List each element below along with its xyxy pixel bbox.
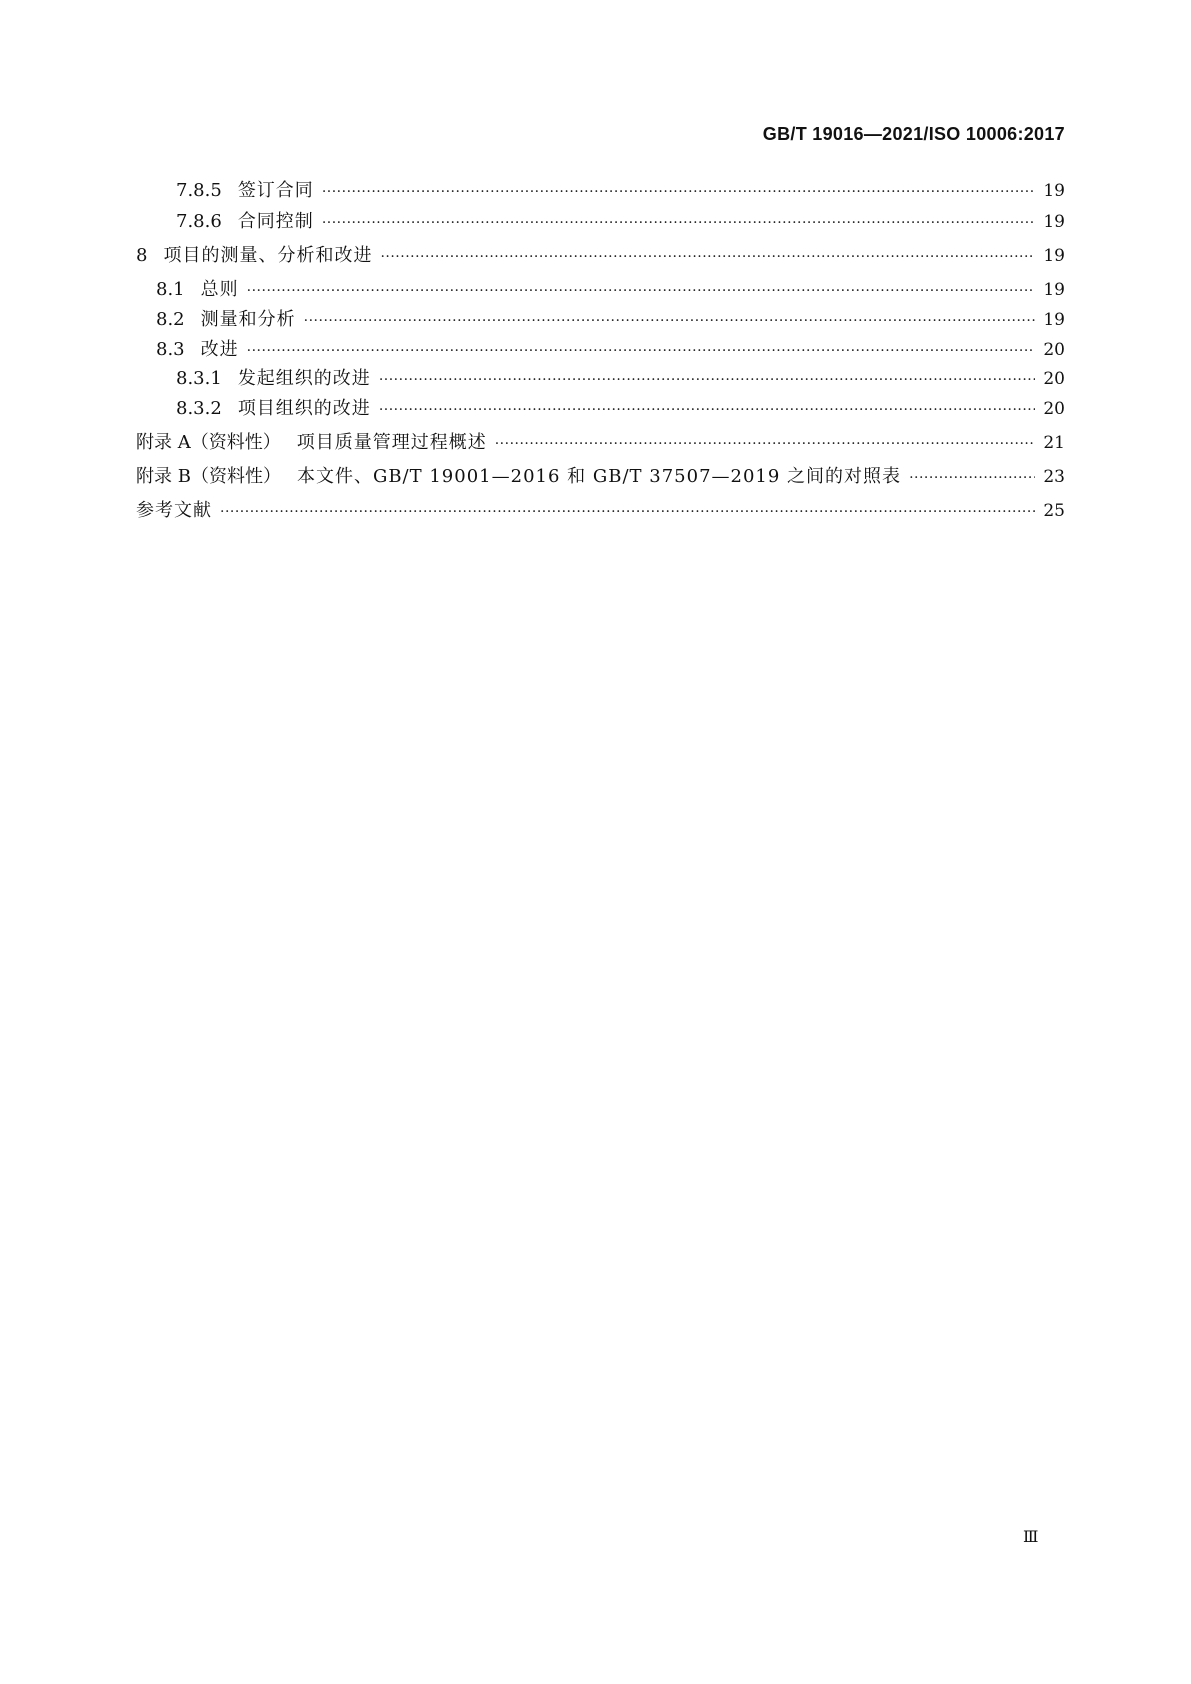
toc-number: 8.3.2 <box>176 398 222 419</box>
toc-leader-dots <box>495 431 1035 457</box>
toc-entry-8-2[interactable] <box>136 307 1065 333</box>
toc-label: 发起组织的改进 <box>237 368 371 389</box>
toc-label: 项目组织的改进 <box>237 398 371 419</box>
toc-page-number: 20 <box>1043 369 1065 389</box>
toc-label: 项目质量管理过程概述 <box>296 432 487 453</box>
toc-page-number: 19 <box>1043 246 1065 266</box>
toc-page-number: 19 <box>1043 181 1065 201</box>
toc-number: 7.8.5 <box>176 180 222 201</box>
toc-entry-appendix-b[interactable] <box>136 464 1065 490</box>
toc-entry-bibliography[interactable] <box>136 498 1065 524</box>
toc-leader-dots <box>304 308 1035 334</box>
toc-leader-dots <box>379 367 1035 393</box>
toc-page-number: 19 <box>1043 280 1065 300</box>
toc-page-number: 19 <box>1043 212 1065 232</box>
page-number-footer: Ⅲ <box>1023 1527 1039 1546</box>
toc-entry-appendix-a[interactable] <box>136 430 1065 456</box>
toc-entry-8-3-2[interactable] <box>136 396 1065 422</box>
toc-entry-8-3-1[interactable] <box>136 366 1065 392</box>
toc-leader-dots <box>909 465 1035 491</box>
toc-entry-7-8-6[interactable] <box>136 209 1065 235</box>
toc-page-number: 25 <box>1043 501 1065 521</box>
toc-number: 7.8.6 <box>176 211 222 232</box>
toc-label: 签订合同 <box>237 180 314 201</box>
toc-entry-8-3[interactable] <box>136 337 1065 363</box>
toc-leader-dots <box>379 397 1035 423</box>
toc-label: 参考文献 <box>136 500 212 521</box>
toc-number: 8 <box>136 245 148 266</box>
toc-number: 8.3.1 <box>176 368 222 389</box>
toc-entry-7-8-5[interactable] <box>136 178 1065 204</box>
toc-leader-dots <box>380 244 1035 270</box>
toc-leader-dots <box>247 338 1035 364</box>
toc-label: 合同控制 <box>237 211 314 232</box>
toc-entry-8-1[interactable] <box>136 277 1065 303</box>
toc-leader-dots <box>247 278 1035 304</box>
toc-page-number: 23 <box>1043 467 1065 487</box>
toc-page-number: 20 <box>1043 399 1065 419</box>
toc-page-number: 19 <box>1043 310 1065 330</box>
toc-number: 8.1 <box>156 279 185 300</box>
toc-page-number: 20 <box>1043 340 1065 360</box>
toc-number: 附录 A（资料性） <box>136 432 281 453</box>
toc-leader-dots <box>322 210 1035 236</box>
toc-number: 8.2 <box>156 309 185 330</box>
toc-leader-dots <box>322 179 1035 205</box>
toc-entry-8[interactable] <box>136 243 1065 269</box>
toc-leader-dots <box>220 499 1035 525</box>
toc-label: 测量和分析 <box>200 309 296 330</box>
toc-label: 改进 <box>200 339 239 360</box>
toc-label: 总则 <box>200 279 239 300</box>
toc-label: 项目的测量、分析和改进 <box>163 245 373 266</box>
toc-label: 本文件、GB/T 19001—2016 和 GB/T 37507—2019 之间的对照表 <box>296 466 902 487</box>
standard-code-header: GB/T 19016—2021/ISO 10006:2017 <box>762 124 1065 144</box>
toc-number: 8.3 <box>156 339 185 360</box>
toc-number: 附录 B（资料性） <box>136 466 281 487</box>
toc-page-number: 21 <box>1043 433 1065 453</box>
